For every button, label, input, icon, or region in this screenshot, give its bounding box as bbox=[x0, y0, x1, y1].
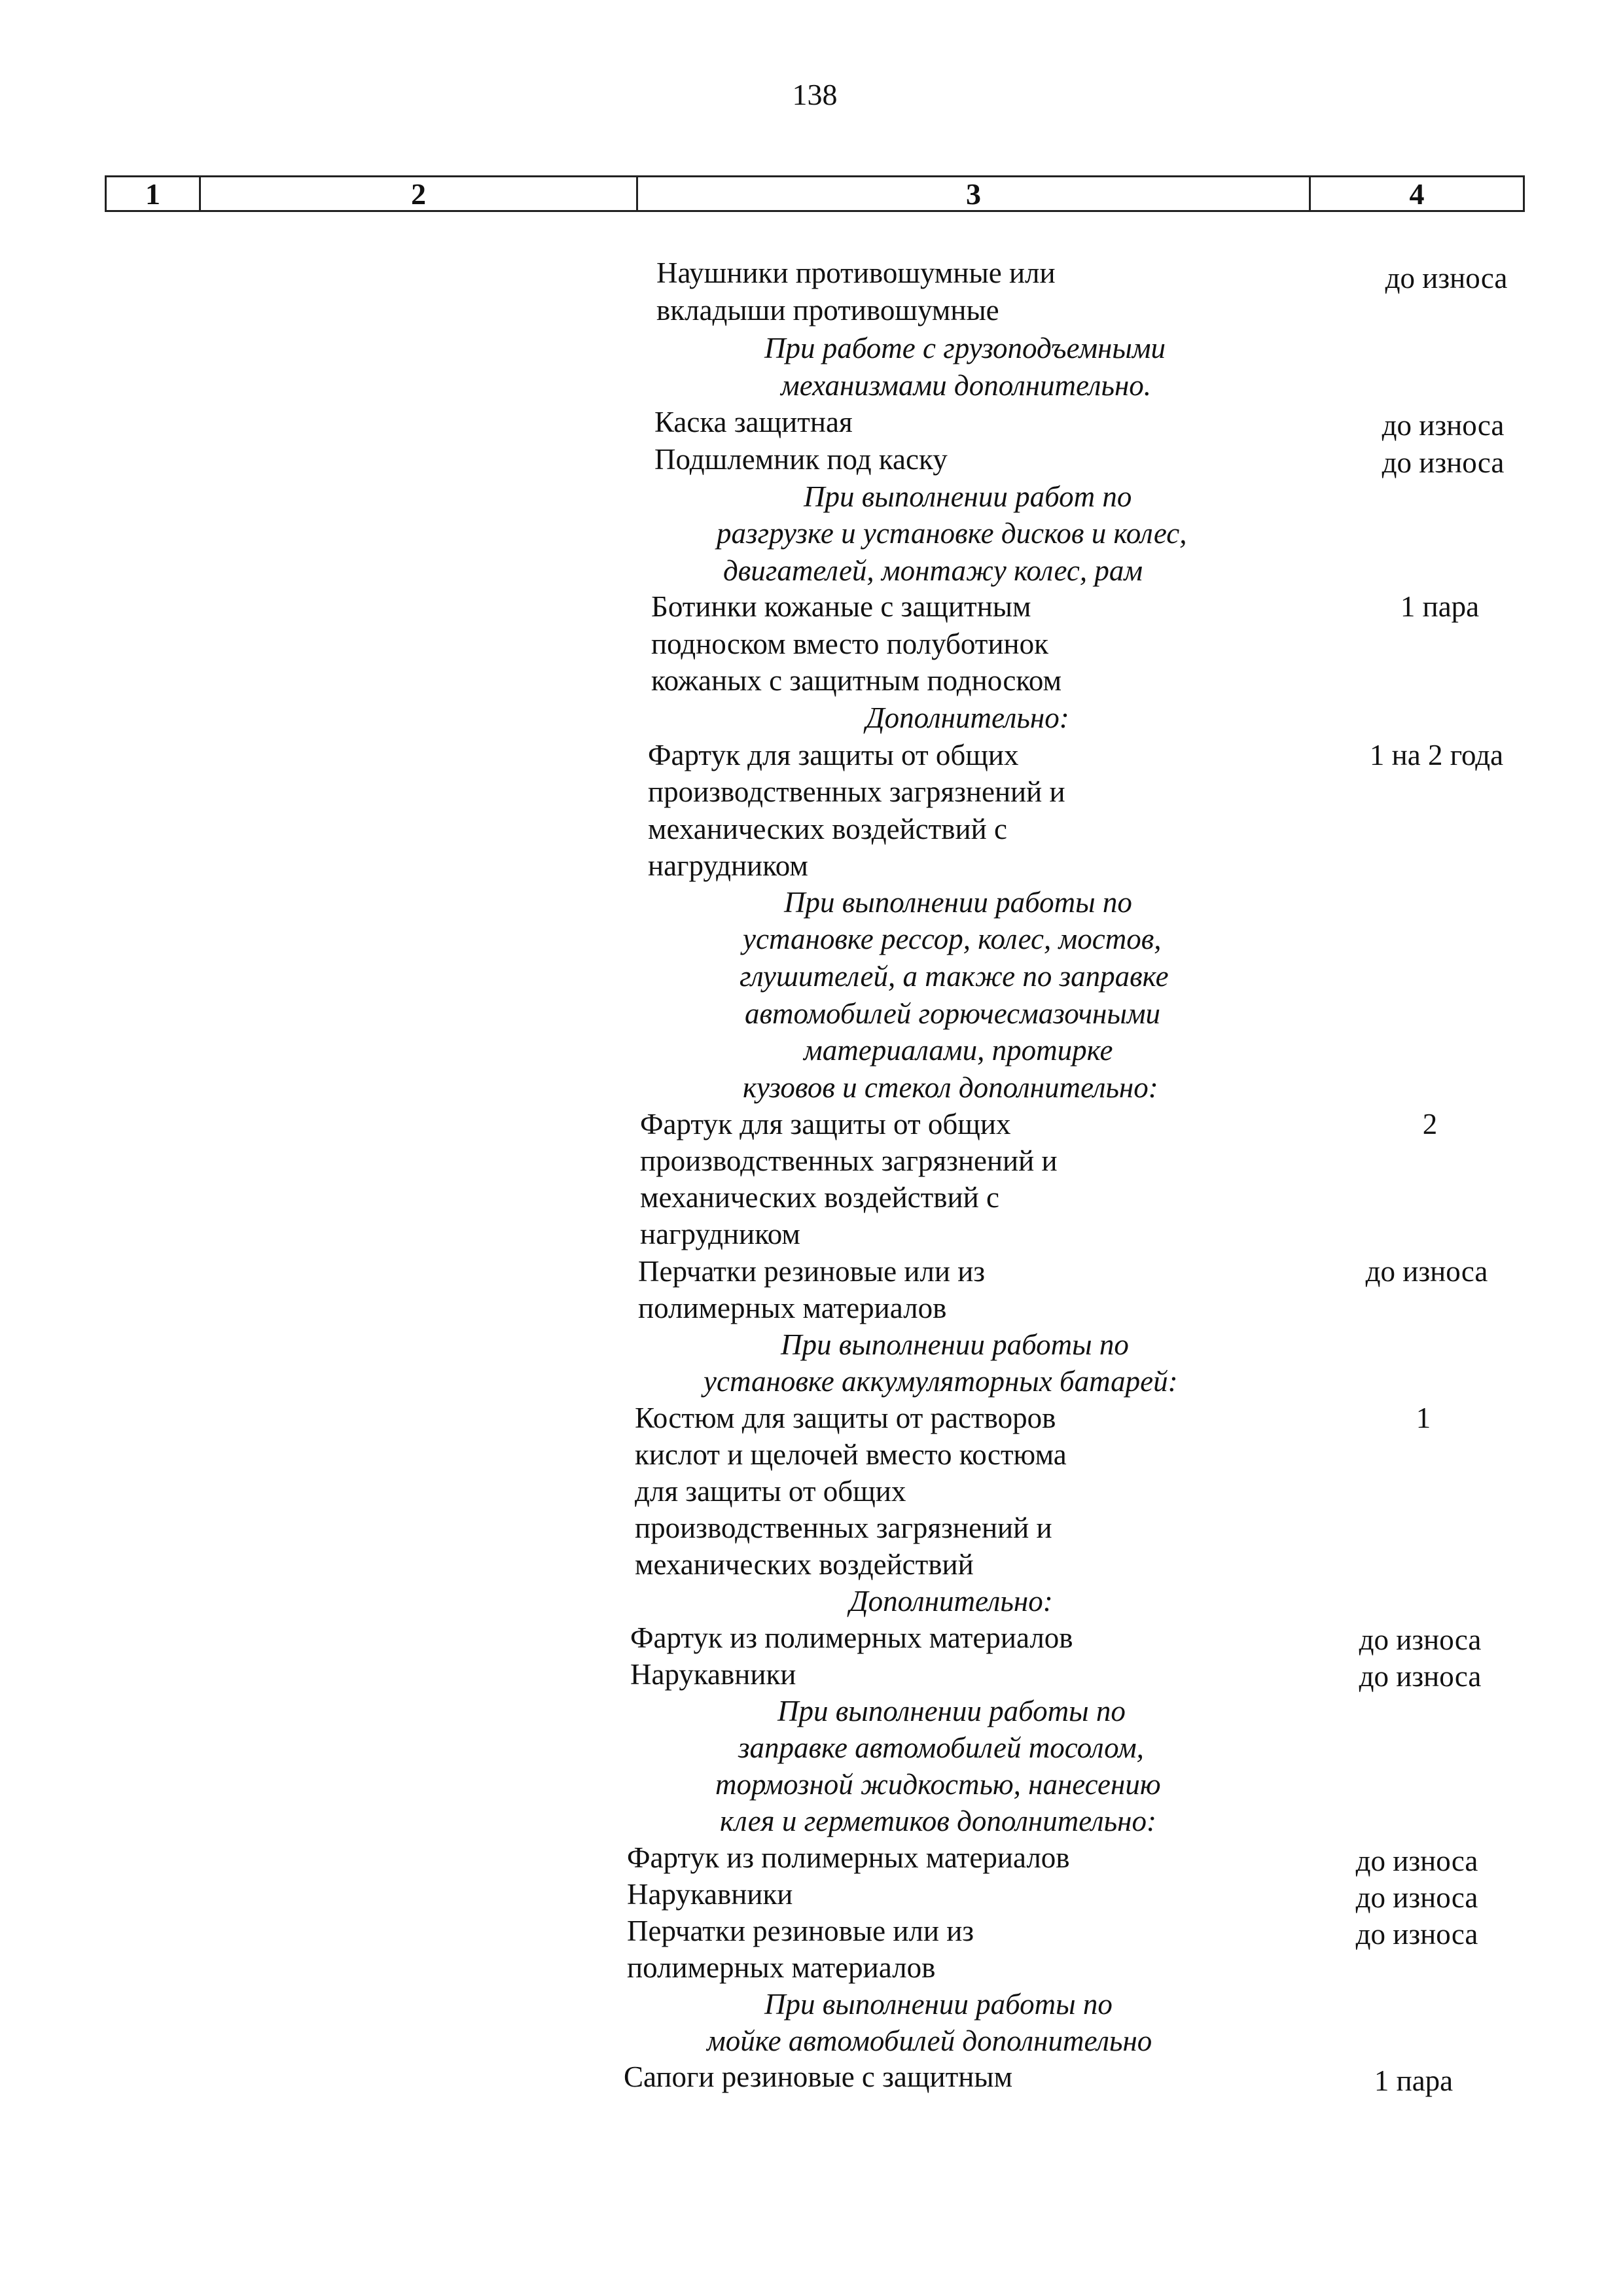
item-line: Перчатки резиновые или из bbox=[627, 1915, 974, 1947]
item-line: нагрудником bbox=[640, 1218, 800, 1250]
quantity-value: до износа bbox=[1359, 1623, 1482, 1656]
item-line: кожаных с защитным подноском bbox=[651, 664, 1062, 697]
item-line: вкладыши противошумные bbox=[656, 294, 999, 327]
quantity-value: 1 bbox=[1416, 1402, 1431, 1434]
condition-note: При выполнении работы по bbox=[784, 886, 1132, 919]
item-line: кислот и щелочей вместо костюма bbox=[635, 1438, 1067, 1471]
item-line: Фартук для защиты от общих bbox=[648, 739, 1019, 771]
condition-note: При выполнении работы по bbox=[777, 1695, 1126, 1727]
item-line: Костюм для защиты от растворов bbox=[635, 1402, 1056, 1434]
item-line: Фартук из полимерных материалов bbox=[630, 1621, 1073, 1654]
condition-note: При выполнении работы по bbox=[781, 1328, 1129, 1361]
condition-note: кузовов и стекол дополнительно: bbox=[743, 1071, 1158, 1104]
header-col-4: 4 bbox=[1409, 177, 1425, 211]
item-line: Ботинки кожаные с защитным bbox=[651, 590, 1031, 623]
page-number: 138 bbox=[792, 78, 838, 111]
condition-note: разгрузке и установке дисков и колес, bbox=[717, 517, 1187, 550]
item-line: Фартук для защиты от общих bbox=[640, 1108, 1011, 1140]
condition-note: механизмами дополнительно. bbox=[781, 369, 1152, 402]
quantity-value: 1 пара bbox=[1374, 2064, 1454, 2097]
item-line: для защиты от общих bbox=[635, 1475, 906, 1508]
item-line: полимерных материалов bbox=[638, 1292, 947, 1324]
item-line: механических воздействий с bbox=[640, 1181, 999, 1214]
quantity-value: 1 на 2 года bbox=[1369, 739, 1504, 771]
condition-note: клея и герметиков дополнительно: bbox=[720, 1805, 1156, 1837]
condition-note: мойке автомобилей дополнительно bbox=[707, 2024, 1152, 2057]
condition-note: установке аккумуляторных батарей: bbox=[704, 1365, 1178, 1398]
item-line: Наушники противошумные или bbox=[656, 256, 1056, 289]
quantity-value: до износа bbox=[1365, 1255, 1488, 1288]
condition-note: автомобилей горючесмазочными bbox=[745, 997, 1161, 1030]
condition-note: Дополнительно: bbox=[866, 701, 1069, 734]
quantity-value: до износа bbox=[1355, 1845, 1478, 1877]
condition-note: двигателей, монтажу колес, рам bbox=[723, 554, 1143, 587]
header-col-1: 1 bbox=[107, 177, 201, 210]
item-line: Перчатки резиновые или из bbox=[638, 1255, 986, 1288]
condition-note: установке рессор, колес, мостов, bbox=[743, 923, 1162, 955]
condition-note: тормозной жидкостью, нанесению bbox=[715, 1768, 1161, 1801]
condition-note: заправке автомобилей тосолом, bbox=[738, 1731, 1144, 1764]
item-line: производственных загрязнений и bbox=[640, 1144, 1058, 1177]
condition-note: Дополнительно: bbox=[849, 1585, 1053, 1617]
item-line: механических воздействий bbox=[635, 1548, 974, 1581]
item-line: Подшлемник под каску bbox=[654, 443, 948, 476]
condition-note: При выполнении работ по bbox=[804, 480, 1132, 513]
item-line: полимерных материалов bbox=[627, 1951, 936, 1984]
item-line: Каска защитная bbox=[654, 406, 853, 438]
quantity-value: до износа bbox=[1382, 409, 1505, 442]
item-line: производственных загрязнений и bbox=[635, 1511, 1052, 1544]
item-line: Фартук из полимерных материалов bbox=[627, 1841, 1070, 1874]
item-line: подноском вместо полуботинок bbox=[651, 627, 1048, 660]
condition-note: При работе с грузоподъемными bbox=[764, 332, 1166, 364]
quantity-value: до износа bbox=[1382, 446, 1505, 479]
quantity-value: 1 пара bbox=[1400, 590, 1480, 623]
quantity-value: до износа bbox=[1359, 1660, 1482, 1693]
header-col-3: 3 bbox=[638, 177, 1311, 210]
quantity-value: 2 bbox=[1422, 1108, 1438, 1140]
condition-note: материалами, протирке bbox=[804, 1034, 1113, 1067]
quantity-value: до износа bbox=[1385, 262, 1508, 294]
item-line: механических воздействий с bbox=[648, 813, 1007, 845]
item-line: Сапоги резиновые с защитным bbox=[624, 2060, 1013, 2093]
header-col-2: 2 bbox=[201, 177, 638, 210]
item-line: Нарукавники bbox=[627, 1878, 793, 1911]
condition-note: При выполнении работы по bbox=[764, 1988, 1113, 2021]
condition-note: глушителей, а также по заправке bbox=[740, 960, 1169, 993]
item-line: нагрудником bbox=[648, 849, 808, 882]
item-line: производственных загрязнений и bbox=[648, 775, 1065, 808]
quantity-value: до износа bbox=[1355, 1918, 1478, 1951]
quantity-value: до износа bbox=[1355, 1881, 1478, 1914]
item-line: Нарукавники bbox=[630, 1658, 796, 1691]
